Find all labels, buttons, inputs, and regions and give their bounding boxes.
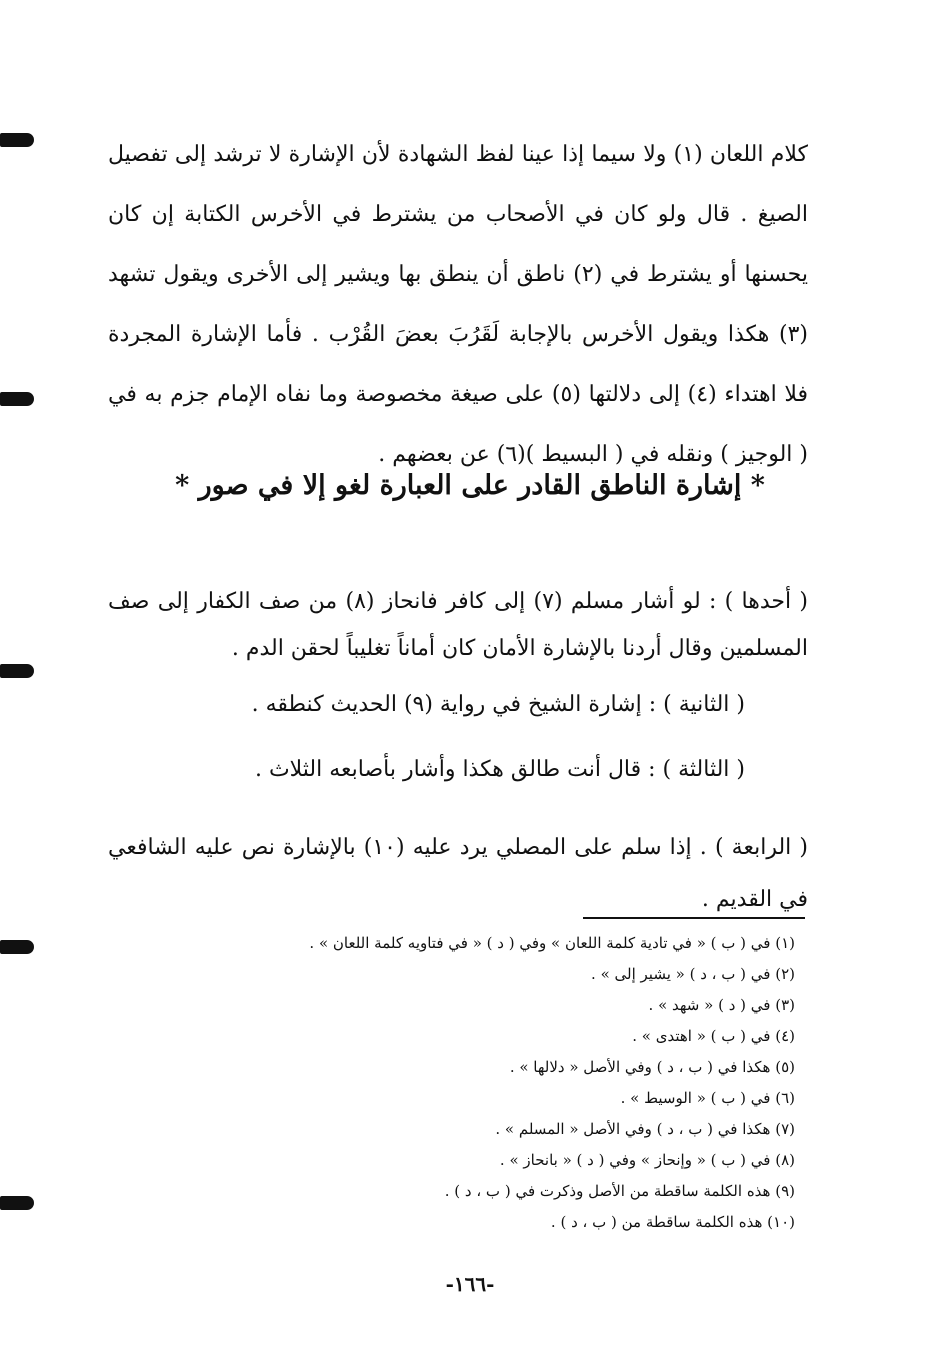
item-third: ( الثالثة ) : قال أنت طالق هكذا وأشار بأصابعه الثلاث . xyxy=(254,757,745,782)
intro-paragraph: كلام اللعان (١) ولا سيما إذا عينا لفظ الشهادة لأن الإشارة لا ترشد إلى تفصيل الصيغ . قال ولو كان في الأصحاب من يشترط في الأخرس الكتابة إن كان يحسنها أو يشترط في (٢) ناطق أن ينطق بها ويشير إلى الأخرى ويقول تشهد (٣) هكذا ويقول الأخرس بالإجابة لَقَرُبَ بعضَ القُرْب . فأما الإشارة المجردة فلا اهتداء (٤) إلى دلالتها (٥) على صيغة مخصوصة وما نفاه الإمام جزم به في ( الوجيز ) ونقله في ( البسيط )(٦) عن بعضهم . xyxy=(108,142,808,467)
footnote: (٦) في ( ب ) « الوسيط » . xyxy=(620,1089,795,1107)
footnote: (٢) في ( ب ، د ) « يشير إلى » . xyxy=(591,965,795,983)
item-second: ( الثانية ) : إشارة الشيخ في رواية (٩) الحديث كنطقه . xyxy=(251,692,745,717)
page-number: -١٦٦- xyxy=(445,1272,495,1296)
footnote: (٨) في ( ب ) « وإنحاز » وفي ( د ) « بانحاز » . xyxy=(499,1151,795,1169)
footnote: (٧) هكذا في ( ب ، د ) وفي الأصل « المسلم » . xyxy=(495,1120,795,1138)
binding-mark xyxy=(0,392,34,406)
binding-mark xyxy=(0,1196,34,1210)
footnote: (٥) هكذا في ( ب ، د ) وفي الأصل « دلالها » . xyxy=(509,1058,795,1076)
footnote: (١٠) هذه الكلمة ساقطة من ( ب ، د ) . xyxy=(550,1213,795,1231)
item-fourth: ( الرابعة ) . إذا سلم على المصلي يرد عليه (١٠) بالإشارة نص عليه الشافعي في القديم . xyxy=(108,835,808,912)
footnote: (١) في ( ب ) « في تادية كلمة اللعان » وفي ( د ) « في فتاويه كلمة اللعان » . xyxy=(309,934,795,952)
footnote: (٩) هذه الكلمة ساقطة من الأصل وذكرت في ( ب ، د ) . xyxy=(444,1182,795,1200)
footnotes-list xyxy=(235,928,795,1238)
binding-mark xyxy=(0,664,34,678)
section-heading: * إشارة الناطق القادر على العبارة لغو إلا في صور * xyxy=(175,470,765,501)
item-first: ( أحدها ) : لو أشار مسلم (٧) إلى كافر فانحاز (٨) من صف الكفار إلى صف المسلمين وقال أردنا بالإشارة الأمان كان أماناً تغليباً لحقن الدم . xyxy=(108,589,808,661)
footnote-separator xyxy=(583,917,805,919)
binding-mark xyxy=(0,133,34,147)
binding-mark xyxy=(0,940,34,954)
footnote: (٣) في ( د ) « شهد » . xyxy=(648,996,795,1014)
footnote: (٤) في ( ب ) « اهتدى » . xyxy=(632,1027,795,1045)
